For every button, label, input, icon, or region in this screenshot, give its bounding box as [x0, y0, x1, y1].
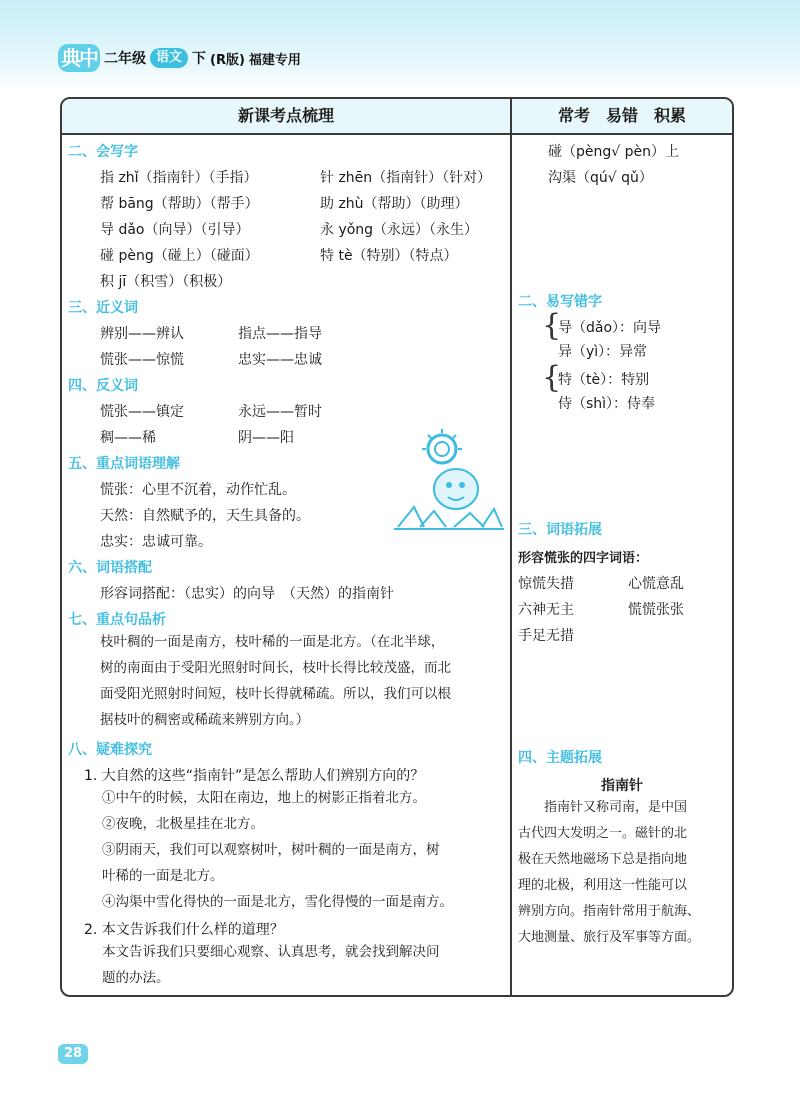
word-expansion-subtitle: 形容慌张的四字词语：	[518, 551, 649, 566]
word-explanation: 忠实：忠诚可靠。	[100, 534, 212, 550]
grade-label: 二年级	[104, 51, 146, 67]
page-header	[104, 48, 301, 68]
analysis-line: 据枝叶的稠密或稀疏来辨别方向。）	[100, 712, 310, 728]
idiom-item: 惊慌失措	[518, 576, 574, 592]
answer-line: ①中午的时候，太阳在南边，地上的树影正指着北方。	[102, 790, 426, 806]
synonym-item: 指点——指导	[238, 326, 322, 342]
word-explanation: 慌张：心里不沉着，动作忙乱。	[100, 482, 296, 498]
brace-symbol: {	[542, 360, 562, 395]
theme-line: 理的北极，利用这一性能可以	[518, 878, 688, 893]
char-item: 积 jī（积雪）（积极）	[100, 274, 232, 290]
column-divider	[510, 99, 512, 995]
content-frame	[60, 97, 734, 997]
theme-paragraph	[518, 795, 700, 951]
theme-line: 大地测量、旅行及军事等方面。	[518, 930, 701, 945]
question-2: 2. 本文告诉我们什么样的道理？	[84, 922, 284, 938]
idiom-item: 手足无措	[518, 628, 574, 644]
synonym-item: 慌张——惊慌	[100, 352, 184, 368]
edition-label: (R版)	[210, 52, 245, 68]
answer-line: 题的办法。	[102, 970, 170, 986]
theme-subtitle: 指南针	[601, 778, 643, 794]
brace-symbol: {	[542, 308, 562, 343]
theme-line: 古代四大发明之一。磁针的北	[518, 826, 688, 841]
char-item: 特 tè（特别）（特点）	[320, 248, 458, 264]
term-label: 下	[192, 51, 207, 67]
section-key-sentence-title: 七、重点句品析	[68, 612, 166, 628]
answer-line: 本文告诉我们只要细心观察、认真思考，就会找到解决问	[102, 944, 440, 960]
answer-line: 叶稀的一面是北方。	[102, 868, 224, 884]
section-typo-title: 二、易写错字	[518, 294, 602, 310]
synonym-item: 辨别——辨认	[100, 326, 184, 342]
collocation-text: 形容词搭配：（忠实）的向导 （天然）的指南针	[100, 586, 394, 602]
polyphone-item: 碰（pèng√ pèn）上	[548, 144, 680, 160]
cartoon-sun-illustration	[394, 427, 504, 537]
analysis-line: 枝叶稠的一面是南方，枝叶稀的一面是北方。（在北半球，	[100, 634, 445, 650]
section-inquiry-title: 八、疑难探究	[68, 742, 152, 758]
char-item: 永 yǒng（永远）（永生）	[320, 222, 479, 238]
subject-badge: 语文	[150, 48, 188, 68]
polyphone-item: 沟渠（qú√ qǔ）	[548, 170, 653, 186]
section-theme-title: 四、主题拓展	[518, 750, 602, 766]
section-collocation-title: 六、词语搭配	[68, 560, 152, 576]
region-label: 福建专用	[248, 52, 301, 68]
section-key-words-title: 五、重点词语理解	[68, 456, 180, 472]
series-logo: 典中	[58, 44, 100, 72]
typo-item: 特（tè）：特别	[558, 372, 650, 388]
char-item: 助 zhù（帮助）（助理）	[320, 196, 469, 212]
char-item: 碰 pèng（碰上）（碰面）	[100, 248, 259, 264]
answer-1	[102, 785, 453, 915]
section-antonyms-title: 四、反义词	[68, 378, 138, 394]
typo-item: 侍（shì）：侍奉	[558, 396, 656, 412]
theme-line: 辨别方向。指南针常用于航海、	[518, 904, 701, 919]
idiom-item: 心慌意乱	[628, 576, 684, 592]
char-item: 导 dǎo（向导）（引导）	[100, 222, 250, 238]
section-word-expansion-title: 三、词语拓展	[518, 522, 602, 538]
section-synonyms-title: 三、近义词	[68, 300, 138, 316]
answer-line: ④沟渠中雪化得快的一面是北方，雪化得慢的一面是南方。	[102, 894, 453, 910]
char-item: 帮 bāng（帮助）（帮手）	[100, 196, 259, 212]
word-explanation: 天然：自然赋予的，天生具备的。	[100, 508, 310, 524]
theme-line: 指南针又称司南，是中国	[518, 800, 688, 815]
left-column-title: 新课考点梳理	[237, 106, 334, 125]
top-band	[0, 0, 800, 92]
antonym-item: 慌张——镇定	[100, 404, 184, 420]
right-column-title: 常考 易错 积累	[557, 106, 686, 125]
antonym-item: 永远——暂时	[238, 404, 322, 420]
answer-line: ②夜晚，北极星挂在北方。	[102, 816, 264, 832]
char-item: 针 zhēn（指南针）（针对）	[320, 170, 492, 186]
synonym-item: 忠实——忠诚	[238, 352, 322, 368]
answer-2	[102, 939, 440, 991]
analysis-line: 树的南面由于受阳光照射时间长，枝叶长得比较茂盛，而北	[100, 660, 451, 676]
answer-line: ③阴雨天，我们可以观察树叶，树叶稠的一面是南方，树	[102, 842, 440, 858]
page-number: 28	[58, 1044, 88, 1064]
typo-item: 导（dǎo）：向导	[558, 320, 662, 336]
antonym-item: 稠——稀	[100, 430, 156, 446]
section-writing-chars-title: 二、会写字	[68, 144, 138, 160]
question-1: 1. 大自然的这些“指南针”是怎么帮助人们辨别方向的？	[84, 768, 425, 784]
char-item: 指 zhǐ（指南针）（手指）	[100, 170, 258, 186]
analysis-line: 面受阳光照射时间短，枝叶长得就稀疏。所以，我们可以根	[100, 686, 451, 702]
idiom-item: 慌慌张张	[628, 602, 684, 618]
idiom-item: 六神无主	[518, 602, 574, 618]
typo-item: 异（yì）：异常	[558, 344, 648, 360]
key-sentence-analysis	[100, 629, 451, 733]
antonym-item: 阴——阳	[238, 430, 294, 446]
theme-line: 极在天然地磁场下总是指向地	[518, 852, 688, 867]
